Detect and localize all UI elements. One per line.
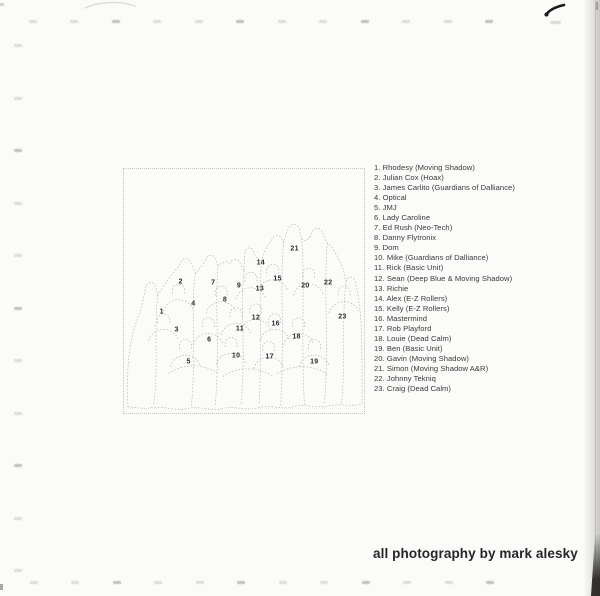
scan-corner-tick bbox=[596, 2, 598, 10]
key-number: 5 bbox=[186, 358, 191, 366]
key-number: 18 bbox=[292, 333, 301, 341]
key-number: 12 bbox=[251, 314, 261, 322]
key-number: 3 bbox=[174, 326, 179, 334]
ruler-mark bbox=[14, 149, 22, 152]
credit-item: 15. Kelly (E-Z Rollers) bbox=[374, 303, 450, 313]
ruler-mark bbox=[403, 581, 411, 584]
credit-item: 4. Optical bbox=[374, 193, 407, 203]
key-number: 19 bbox=[310, 358, 319, 366]
ruler-mark bbox=[361, 20, 369, 23]
credit-item: 8. Danny Flytronix bbox=[374, 233, 437, 243]
faint-smudge-arc bbox=[80, 0, 140, 12]
faint-mark bbox=[550, 21, 561, 24]
ruler-mark bbox=[196, 581, 204, 584]
ruler-mark bbox=[14, 464, 22, 467]
key-number: 21 bbox=[290, 245, 299, 253]
credit-item: 19. Ben (Basic Unit) bbox=[374, 343, 443, 353]
credit-item: 6. Lady Caroline bbox=[374, 213, 431, 223]
ruler-mark bbox=[153, 20, 161, 23]
key-number: 1 bbox=[159, 308, 164, 316]
credit-item: 9. Dom bbox=[374, 243, 399, 253]
credit-item: 17. Rob Playford bbox=[374, 323, 432, 333]
ruler-mark bbox=[14, 517, 22, 520]
key-number: 9 bbox=[236, 282, 242, 290]
crowd-outline-illustration bbox=[124, 169, 364, 413]
ruler-mark bbox=[113, 581, 121, 584]
key-number: 4 bbox=[191, 300, 196, 308]
ruler-mark bbox=[14, 359, 22, 362]
ruler-mark bbox=[319, 20, 327, 23]
key-number: 8 bbox=[222, 296, 228, 304]
credit-item: 20. Gavin (Moving Shadow) bbox=[374, 353, 469, 363]
key-number: 15 bbox=[273, 275, 282, 283]
credit-item: 13. Richie bbox=[374, 283, 409, 293]
ruler-mark bbox=[14, 569, 22, 572]
ruler-mark bbox=[320, 581, 328, 584]
key-number: 13 bbox=[255, 285, 265, 293]
photo-credit: all photography by mark alesky bbox=[373, 546, 578, 561]
ruler-mark bbox=[485, 20, 493, 23]
ruler-mark bbox=[279, 581, 287, 584]
credit-item: 2. Julian Cox (Hoax) bbox=[374, 173, 444, 183]
ruler-mark bbox=[362, 581, 370, 584]
credit-item: 22. Johnny Tekniq bbox=[374, 373, 436, 383]
credit-item: 5. JMJ bbox=[374, 203, 397, 213]
photo-key-box bbox=[123, 168, 365, 414]
scan-speck bbox=[0, 584, 3, 590]
ruler-mark bbox=[486, 581, 494, 584]
credit-item: 1. Rhodesy (Moving Shadow) bbox=[374, 163, 475, 172]
page-edge-shadow bbox=[583, 0, 600, 596]
scan-speck bbox=[0, 3, 4, 6]
key-number: 22 bbox=[324, 279, 333, 287]
key-number: 7 bbox=[211, 279, 216, 287]
key-number: 2 bbox=[178, 278, 183, 286]
credit-item: 14. Alex (E-Z Rollers) bbox=[374, 293, 448, 303]
ruler-mark bbox=[154, 581, 162, 584]
ruler-mark bbox=[444, 20, 452, 23]
ruler-mark bbox=[71, 581, 79, 584]
ruler-mark bbox=[14, 202, 22, 205]
ruler-mark bbox=[14, 412, 22, 415]
ruler-mark bbox=[14, 44, 22, 47]
credit-item: 18. Louie (Dead Calm) bbox=[374, 333, 452, 343]
credit-item: 3. James Carlito (Guardians of Dalliance) bbox=[374, 183, 515, 193]
ruler-mark bbox=[445, 581, 453, 584]
credit-item: 11. Rick (Basic Unit) bbox=[374, 263, 444, 273]
key-number: 20 bbox=[301, 282, 310, 290]
key-number: 16 bbox=[271, 320, 280, 328]
ruler-mark bbox=[14, 97, 22, 100]
ruler-mark bbox=[70, 20, 78, 23]
credit-item: 10. Mike (Guardians of Dalliance) bbox=[374, 253, 489, 263]
ruler-mark bbox=[236, 20, 244, 23]
key-number: 23 bbox=[338, 313, 347, 321]
page-edge-line bbox=[595, 0, 596, 596]
credit-item: 23. Craig (Dead Calm) bbox=[374, 384, 452, 394]
ruler-mark bbox=[29, 20, 37, 23]
key-number: 17 bbox=[265, 353, 274, 361]
key-number: 11 bbox=[235, 325, 244, 333]
credit-item: 16. Mastermind bbox=[374, 313, 428, 323]
ruler-mark bbox=[278, 20, 286, 23]
credit-item: 21. Simon (Moving Shadow A&R) bbox=[374, 363, 489, 373]
credit-item: 7. Ed Rush (Neo-Tech) bbox=[374, 223, 453, 233]
ruler-mark bbox=[30, 581, 38, 584]
key-number: 10 bbox=[231, 352, 241, 360]
ruler-mark bbox=[195, 20, 203, 23]
ruler-mark bbox=[14, 307, 22, 310]
key-number: 6 bbox=[207, 336, 212, 344]
pen-stroke-mark bbox=[540, 1, 570, 21]
key-number: 14 bbox=[256, 259, 265, 267]
credit-item: 12. Sean (Deep Blue & Moving Shadow) bbox=[374, 273, 513, 283]
ruler-mark bbox=[112, 20, 120, 23]
credits-list bbox=[374, 163, 515, 394]
ruler-mark bbox=[237, 581, 245, 584]
ruler-mark bbox=[402, 20, 410, 23]
ruler-mark bbox=[14, 254, 22, 257]
